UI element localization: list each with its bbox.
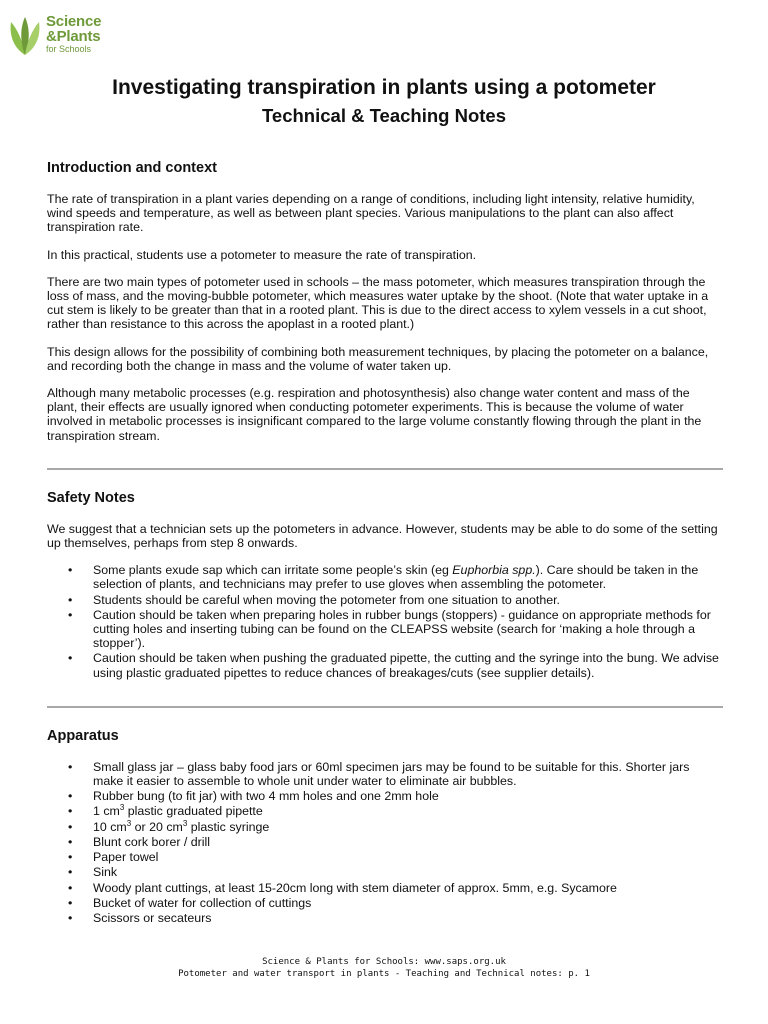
list-item xyxy=(47,651,723,679)
list-item-text: Bucket of water for collection of cuttings xyxy=(93,895,312,910)
list-item xyxy=(47,789,723,803)
section-divider xyxy=(47,706,723,708)
list-item xyxy=(47,563,723,591)
logo-line-3: for Schools xyxy=(46,44,92,54)
list-item xyxy=(47,850,723,864)
bullet-icon: • xyxy=(68,563,73,578)
list-item xyxy=(47,896,723,910)
logo-line-1: Science xyxy=(46,13,102,30)
list-item xyxy=(47,593,723,607)
list-item-text: Sink xyxy=(93,865,118,880)
intro-paragraph: In this practical, students use a potometer to measure the rate of transpiration. xyxy=(47,247,477,262)
intro-paragraph: The rate of transpiration in a plant varies depending on a range of conditions, including light intensity, relative humidity, wind speeds and temperature, as well as between plant species. Various manipulations to the plant can also affect transpiration rate. xyxy=(47,192,695,235)
page-footer xyxy=(0,956,768,980)
list-item-text: plastic syringe xyxy=(187,819,270,834)
list-item-text: Woody plant cuttings, at least 15-20cm long with stem diameter of approx. 5mm, e.g. Sycamore xyxy=(93,880,617,895)
section-divider xyxy=(47,468,723,470)
section-safety xyxy=(47,490,723,680)
list-item-text: plastic graduated pipette xyxy=(124,804,263,819)
superscript: 3 xyxy=(126,818,132,828)
list-item-text: 1 cm xyxy=(93,804,120,819)
superscript: 3 xyxy=(119,803,125,813)
list-item xyxy=(47,820,723,834)
list-item-text: ). Care should be taken in the selection of plants, and technicians may prefer to use gloves when assembling the potometer. xyxy=(93,563,699,592)
document-subtitle: Technical & Teaching Notes xyxy=(262,105,506,126)
intro-paragraph: This design allows for the possibility of combining both measurement techniques, by placing the potometer on a balance, and recording both the change in mass and the volume of water taken up. xyxy=(47,344,709,373)
list-item-text: Caution should be taken when pushing the graduated pipette, the cutting and the syringe into the bung. We advise using plastic graduated pipettes to reduce chances of breakages/cuts (see supplier details). xyxy=(93,651,719,680)
superscript: 3 xyxy=(182,818,188,828)
intro-paragraph: Although many metabolic processes (e.g. respiration and photosynthesis) also change water content and mass of the plant, their effects are usually ignored when conducting potometer experiments. This is because the volume of water involved in metabolic processes is insignificant compared to the large volume constantly flowing through the plant in the transpiration stream. xyxy=(47,386,702,443)
leaf-logo-icon xyxy=(8,16,42,56)
document-title: Investigating transpiration in plants using a potometer xyxy=(112,76,656,99)
bullet-icon: • xyxy=(68,895,73,910)
section-apparatus xyxy=(47,728,723,925)
list-item-text: Blunt cork borer / drill xyxy=(93,834,211,849)
document-body xyxy=(47,160,723,926)
logo-text xyxy=(46,14,101,54)
list-item xyxy=(47,804,723,818)
list-item xyxy=(47,881,723,895)
list-item-text: Scissors or secateurs xyxy=(93,910,212,925)
safety-list xyxy=(47,563,723,680)
section-introduction xyxy=(47,160,723,443)
list-item-text: Paper towel xyxy=(93,850,159,865)
footer-website: Science & Plants for Schools: www.saps.org.uk xyxy=(262,957,506,967)
safety-heading: Safety Notes xyxy=(47,489,135,506)
species-name: Euphorbia spp. xyxy=(452,563,536,578)
list-item-text: Some plants exude sap which can irritate some people’s skin (eg xyxy=(93,563,453,578)
apparatus-list xyxy=(47,760,723,925)
intro-heading: Introduction and context xyxy=(47,160,217,176)
safety-paragraph: We suggest that a technician sets up the potometers in advance. However, students may be able to do some of the setting up themselves, perhaps from step 8 onwards. xyxy=(47,521,718,551)
list-item-text: Caution should be taken when preparing holes in rubber bungs (stoppers) - guidance on appropriate methods for cutting holes and inserting tubing can be found on the CLEAPSS website (search for ‘making a hole through a stopper’). xyxy=(93,607,711,651)
bullet-icon: • xyxy=(68,865,73,880)
list-item-text: Small glass jar – glass baby food jars or 60ml specimen jars may be found to be suitable for this. Shorter jars make it easier to assemble to whole unit under water to eliminate air bubbles. xyxy=(93,759,690,789)
bullet-icon: • xyxy=(68,607,73,622)
bullet-icon: • xyxy=(68,819,73,834)
saps-logo xyxy=(8,14,118,58)
list-item xyxy=(47,911,723,925)
bullet-icon: • xyxy=(68,759,73,774)
list-item-text: 10 cm xyxy=(93,819,127,834)
bullet-icon: • xyxy=(68,789,73,804)
list-item-text: or 20 cm xyxy=(131,819,183,834)
bullet-icon: • xyxy=(68,850,73,865)
apparatus-heading: Apparatus xyxy=(47,727,119,744)
bullet-icon: • xyxy=(68,910,73,925)
bullet-icon: • xyxy=(68,834,73,849)
list-item-text: Students should be careful when moving the potometer from one situation to another. xyxy=(93,592,561,607)
bullet-icon: • xyxy=(68,592,73,607)
list-item xyxy=(47,760,723,788)
list-item xyxy=(47,865,723,879)
intro-paragraph: There are two main types of potometer used in schools – the mass potometer, which measures transpiration through the loss of mass, and the moving-bubble potometer, which measures water uptake by the shoot. (Note that water uptake in a cut stem is likely to be greater than that in a rooted plant. This is due to the direct access to xylem vessels in a cut shoot, rather than resistance to this across the apoplast in a rooted plant.) xyxy=(47,274,709,332)
footer-page-info: Potometer and water transport in plants - Teaching and Technical notes: p. 1 xyxy=(178,969,590,979)
bullet-icon: • xyxy=(68,804,73,819)
bullet-icon: • xyxy=(68,651,73,666)
list-item xyxy=(47,608,723,651)
list-item-text: Rubber bung (to fit jar) with two 4 mm holes and one 2mm hole xyxy=(93,789,439,804)
logo-line-2: &Plants xyxy=(46,28,101,45)
bullet-icon: • xyxy=(68,880,73,895)
list-item xyxy=(47,835,723,849)
